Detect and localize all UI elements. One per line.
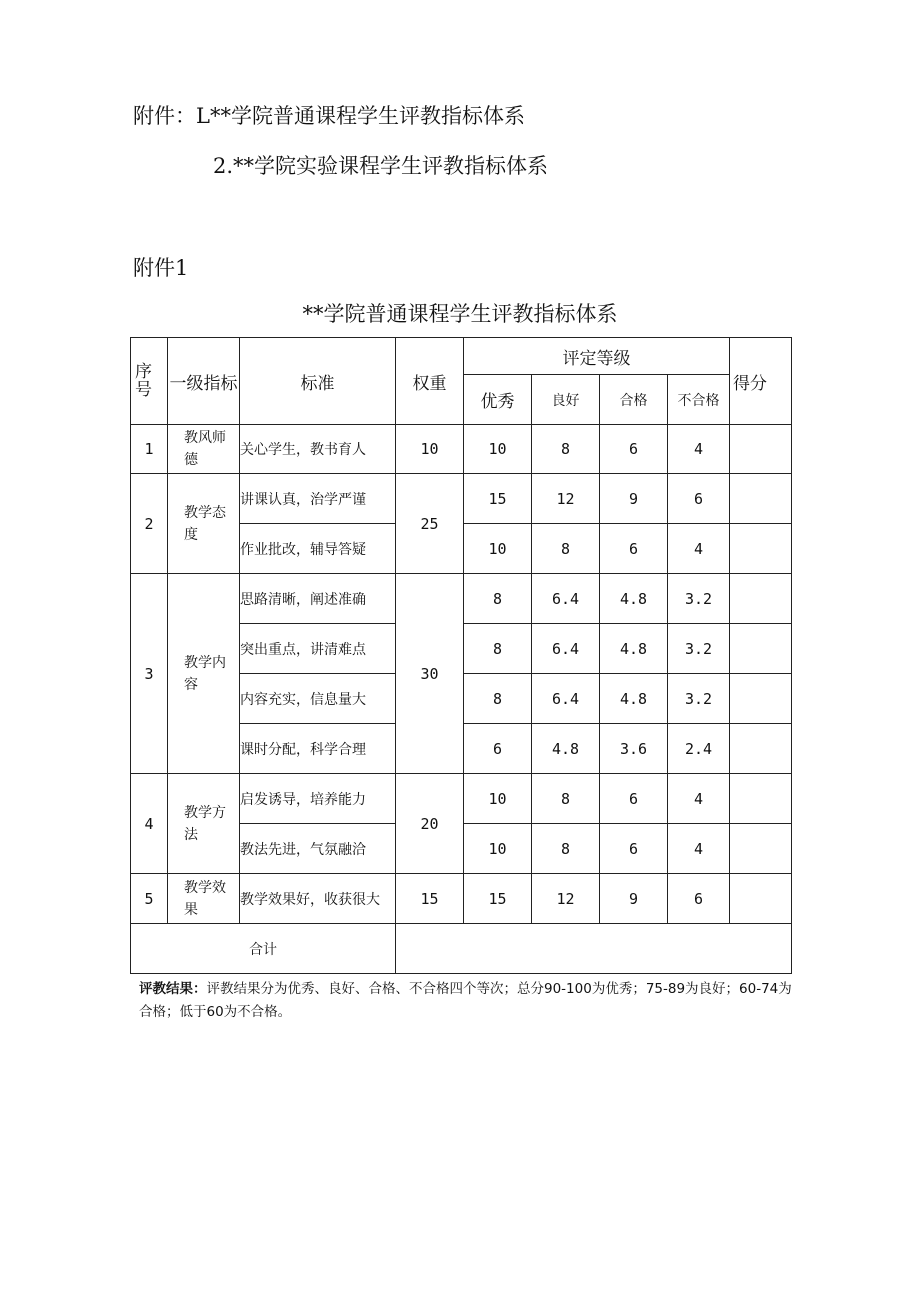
cell-grade-value: 6 — [600, 774, 668, 824]
cell-grade-value: 6.4 — [532, 574, 600, 624]
cell-grade-value: 8 — [532, 425, 600, 474]
cell-standard: 作业批改，辅导答疑 — [240, 524, 396, 574]
cell-standard: 突出重点，讲清难点 — [240, 624, 396, 674]
cell-grade-value: 4 — [668, 824, 730, 874]
total-label: 合计 — [131, 924, 396, 974]
cell-score — [730, 574, 792, 624]
cell-standard: 启发诱导，培养能力 — [240, 774, 396, 824]
cell-score — [730, 425, 792, 474]
table-title: **学院普通课程学生评教指标体系 — [302, 302, 618, 326]
cell-grade-value: 6 — [600, 425, 668, 474]
header-grade-good: 良好 — [532, 375, 600, 425]
cell-grade-value: 15 — [464, 874, 532, 924]
cell-grade-value: 6.4 — [532, 674, 600, 724]
cell-indicator: 教学态度 — [168, 474, 240, 574]
cell-grade-value: 6 — [668, 474, 730, 524]
header-score: 得分 — [730, 338, 792, 425]
cell-grade-value: 8 — [532, 774, 600, 824]
cell-grade-value: 15 — [464, 474, 532, 524]
cell-indicator: 教学内容 — [168, 574, 240, 774]
header-grade-pass: 合格 — [600, 375, 668, 425]
header-weight: 权重 — [396, 338, 464, 425]
cell-weight: 20 — [396, 774, 464, 874]
table-row — [131, 874, 792, 924]
cell-standard: 内容充实，信息量大 — [240, 674, 396, 724]
cell-grade-value: 3.2 — [668, 624, 730, 674]
evaluation-footnote — [139, 978, 799, 1024]
header-grade-group: 评定等级 — [464, 338, 730, 375]
cell-seq: 5 — [131, 874, 168, 924]
cell-grade-value: 9 — [600, 874, 668, 924]
cell-standard: 教法先进，气氛融洽 — [240, 824, 396, 874]
cell-standard: 关心学生，教书育人 — [240, 425, 396, 474]
footnote-label: 评教结果： — [139, 981, 207, 997]
cell-grade-value: 10 — [464, 824, 532, 874]
cell-standard: 教学效果好，收获很大 — [240, 874, 396, 924]
cell-score — [730, 474, 792, 524]
cell-score — [730, 524, 792, 574]
header-seq: 序号 — [131, 338, 168, 425]
table-row — [131, 574, 792, 624]
cell-grade-value: 10 — [464, 524, 532, 574]
appendix-label: 附件1 — [133, 256, 189, 280]
cell-score — [730, 874, 792, 924]
cell-indicator: 教风师德 — [168, 425, 240, 474]
cell-indicator: 教学方法 — [168, 774, 240, 874]
cell-grade-value: 8 — [464, 624, 532, 674]
cell-indicator: 教学效果 — [168, 874, 240, 924]
cell-grade-value: 9 — [600, 474, 668, 524]
cell-grade-value: 4.8 — [600, 574, 668, 624]
cell-grade-value: 10 — [464, 774, 532, 824]
header-standard: 标准 — [240, 338, 396, 425]
cell-weight: 30 — [396, 574, 464, 774]
cell-grade-value: 12 — [532, 874, 600, 924]
cell-grade-value: 3.6 — [600, 724, 668, 774]
total-row — [131, 924, 792, 974]
header-grade-fail: 不合格 — [668, 375, 730, 425]
cell-grade-value: 8 — [532, 824, 600, 874]
cell-grade-value: 6 — [464, 724, 532, 774]
cell-score — [730, 774, 792, 824]
cell-grade-value: 12 — [532, 474, 600, 524]
cell-score — [730, 824, 792, 874]
cell-grade-value: 4.8 — [600, 674, 668, 724]
table-row — [131, 425, 792, 474]
cell-grade-value: 4 — [668, 774, 730, 824]
cell-grade-value: 8 — [464, 574, 532, 624]
cell-weight: 10 — [396, 425, 464, 474]
cell-weight: 25 — [396, 474, 464, 574]
cell-grade-value: 4.8 — [600, 624, 668, 674]
cell-score — [730, 724, 792, 774]
table-row — [131, 774, 792, 824]
cell-seq: 4 — [131, 774, 168, 874]
cell-seq: 1 — [131, 425, 168, 474]
cell-standard: 思路清晰，阐述准确 — [240, 574, 396, 624]
cell-grade-value: 4 — [668, 425, 730, 474]
cell-grade-value: 6.4 — [532, 624, 600, 674]
cell-weight: 15 — [396, 874, 464, 924]
table-row — [131, 474, 792, 524]
header-indicator: 一级指标 — [168, 338, 240, 425]
cell-grade-value: 4.8 — [532, 724, 600, 774]
evaluation-table — [130, 337, 792, 974]
cell-grade-value: 6 — [600, 824, 668, 874]
cell-seq: 2 — [131, 474, 168, 574]
footnote-text: 评教结果分为优秀、良好、合格、不合格四个等次；总分90-100为优秀；75-89为良好；60-74为合格；低于60为不合格。 — [139, 981, 792, 1020]
cell-grade-value: 8 — [532, 524, 600, 574]
cell-grade-value: 6 — [668, 874, 730, 924]
attachment-line-1: 附件：L**学院普通课程学生评教指标体系 — [133, 104, 525, 128]
cell-score — [730, 674, 792, 724]
cell-score — [730, 624, 792, 674]
cell-grade-value: 3.2 — [668, 574, 730, 624]
cell-standard: 课时分配，科学合理 — [240, 724, 396, 774]
cell-seq: 3 — [131, 574, 168, 774]
cell-grade-value: 2.4 — [668, 724, 730, 774]
header-grade-excellent: 优秀 — [464, 375, 532, 425]
cell-grade-value: 6 — [600, 524, 668, 574]
cell-grade-value: 8 — [464, 674, 532, 724]
cell-grade-value: 3.2 — [668, 674, 730, 724]
cell-grade-value: 4 — [668, 524, 730, 574]
total-value — [396, 924, 792, 974]
attachment-line-2: 2.**学院实验课程学生评教指标体系 — [213, 154, 549, 178]
cell-grade-value: 10 — [464, 425, 532, 474]
cell-standard: 讲课认真，治学严谨 — [240, 474, 396, 524]
